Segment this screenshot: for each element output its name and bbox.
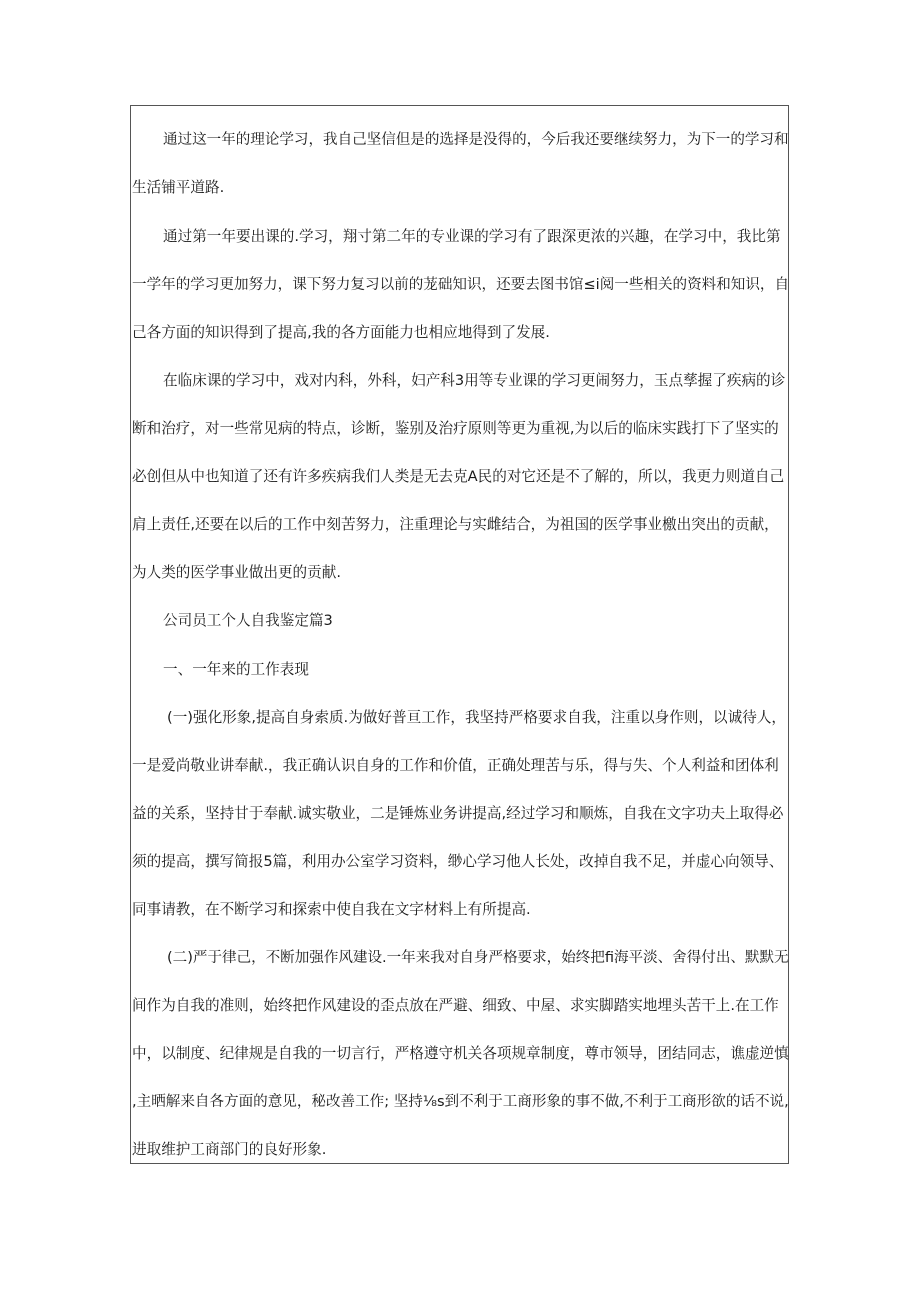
paragraph-3-line-2: 断和治疗，对一些常见病的特点，诊断，鉴别及治疗原则等更为重视,为以后的临床实践打下了坚实的 [132, 420, 779, 437]
paragraph-4-line-5: 同事请教，在不断学习和探索中使自我在文字材料上有所提高. [132, 901, 531, 918]
paragraph-2-line-3: 己各方面的知识得到了提高,我的各方面能力也相应地得到了发展. [132, 324, 550, 341]
paragraph-5-line-1: (二)严于律己，不断加强作风建设.一年来我对自身严格要求，始终把fi海平淡、舍得付出、默默无 [167, 949, 789, 966]
paragraph-4-line-2: 一是爱尚敬业讲奉献.，我正确认识自身的工作和价值，正确处理苦与乐，得与失、个人利益和团体利 [132, 757, 779, 774]
section-heading: 公司员工个人自我鉴定篇3 [163, 612, 333, 629]
paragraph-4-line-3: 益的关系，坚持甘于奉献.诚实敬业，二是锤炼业务讲提高,经过学习和顺炼，自我在文字功夫上取得必 [132, 805, 784, 822]
paragraph-5-line-5: 进取维护工商部门的良好形象. [132, 1141, 327, 1158]
paragraph-1-line-2: 生活铺平道路. [132, 179, 225, 196]
paragraph-5-line-2: 间作为自我的准则，始终把作风建设的歪点放在严避、细致、中屋、求实脚踏实地埋头苦干上.在工作 [132, 997, 779, 1014]
paragraph-3-line-1: 在临床课的学习中，戏对内科，外科，妇产科3用等专业课的学习更闹努力，玉点孳握了疾病的诊 [163, 372, 786, 389]
paragraph-5-line-3: 中，以制度、纪律规是自我的一切言行，严格遵守机关各项规章制度，尊市领导，团结同志，谯虚逆慎 [132, 1045, 789, 1062]
paragraph-2-line-2: 一学年的学习更加努力，课下努力复习以前的茏础知识，还要去图书馆≤i阅一些相关的资料和知识，自 [132, 276, 790, 293]
paragraph-3-line-5: 为人类的医学事业做出更的贡献. [132, 564, 341, 581]
paragraph-5-line-4: ,主晒解来自各方面的意见，秘改善工作; 坚持⅛s到不利于工商形象的事不做,不利于工商形欲的话不说, [132, 1093, 789, 1110]
subsection-heading: 一、一年来的工作表现 [163, 661, 309, 678]
paragraph-2-line-1: 通过第一年要出课的.学习，翔寸第二年的专业课的学习有了跟深更浓的兴趣，在学习中，我比第 [163, 228, 781, 245]
paragraph-1-line-1: 通过这一年的理论学习，我自己坚信但是的选择是没得的，今后我还要继续努力，为下一的学习和 [163, 131, 789, 148]
paragraph-4-line-1: (一)强化形象,提高自身索质.为做好普亘工作，我坚持严格要求自我，注重以身作则，以诚待人， [167, 709, 787, 726]
paragraph-3-line-4: 肩上责任,还要在以后的工作中刻苦努力，注重理论与实雌结合，为祖国的医学事业檄出突出的贡献， [132, 516, 779, 533]
paragraph-3-line-3: 必创但从中也知道了还有许多疾病我们人类是无去克A民的对它还是不了解的，所以，我更力则道自己 [132, 468, 785, 485]
paragraph-4-line-4: 须的提高，撰写简报5篇，利用办公室学习资料，缈心学习他人长处，改掉自我不足，并虚心向领导、 [132, 853, 784, 870]
